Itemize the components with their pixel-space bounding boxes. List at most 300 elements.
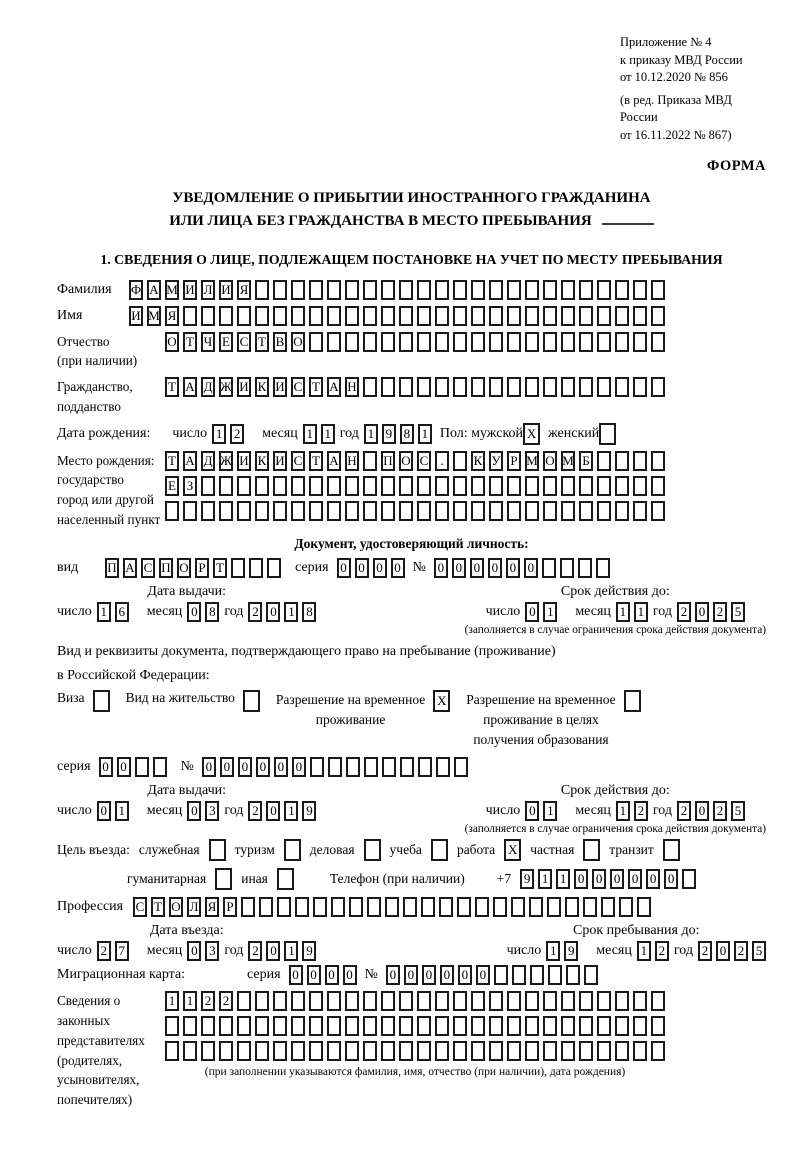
char-cell[interactable] — [364, 839, 381, 861]
char-cell-filled[interactable]: 5 — [731, 801, 745, 821]
char-cell[interactable] — [255, 501, 269, 521]
char-cell[interactable] — [543, 1016, 557, 1036]
char-cell[interactable] — [507, 306, 521, 326]
purpose-official-checkbox[interactable] — [209, 839, 226, 861]
char-cell-filled[interactable]: 2 — [201, 991, 215, 1011]
char-cell[interactable] — [295, 897, 309, 917]
char-cell[interactable] — [363, 476, 377, 496]
char-cell[interactable] — [327, 332, 341, 352]
char-cell[interactable] — [579, 306, 593, 326]
char-cell-filled[interactable]: К — [255, 451, 269, 471]
char-cell[interactable] — [417, 332, 431, 352]
char-cell[interactable] — [579, 377, 593, 397]
residence-issue-day-cells[interactable] — [97, 801, 129, 821]
char-cell[interactable] — [201, 306, 215, 326]
char-cell-filled[interactable]: 1 — [321, 424, 335, 444]
char-cell[interactable] — [525, 280, 539, 300]
char-cell[interactable] — [597, 451, 611, 471]
char-cell[interactable] — [219, 1016, 233, 1036]
char-cell-filled[interactable]: Т — [151, 897, 165, 917]
char-cell[interactable] — [417, 501, 431, 521]
char-cell[interactable] — [291, 501, 305, 521]
char-cell-filled[interactable]: 0 — [202, 757, 216, 777]
purpose-business-checkbox[interactable] — [364, 839, 381, 861]
char-cell-filled[interactable]: М — [165, 280, 179, 300]
char-cell-filled[interactable]: 0 — [220, 757, 234, 777]
char-cell[interactable] — [507, 501, 521, 521]
char-cell-filled[interactable]: 0 — [307, 965, 321, 985]
char-cell[interactable] — [525, 476, 539, 496]
char-cell[interactable] — [579, 280, 593, 300]
char-cell[interactable] — [345, 1016, 359, 1036]
char-cell[interactable] — [309, 1016, 323, 1036]
char-cell[interactable] — [291, 1041, 305, 1061]
char-cell-filled[interactable]: О — [165, 332, 179, 352]
char-cell-filled[interactable]: И — [219, 280, 233, 300]
char-cell[interactable] — [381, 280, 395, 300]
char-cell[interactable] — [309, 501, 323, 521]
char-cell-filled[interactable]: С — [291, 377, 305, 397]
char-cell-filled[interactable]: Б — [579, 451, 593, 471]
char-cell[interactable] — [399, 280, 413, 300]
purpose-study-checkbox[interactable] — [431, 839, 448, 861]
char-cell[interactable] — [165, 501, 179, 521]
char-cell[interactable] — [615, 1016, 629, 1036]
char-cell[interactable] — [93, 690, 110, 712]
char-cell[interactable] — [219, 476, 233, 496]
char-cell[interactable] — [525, 1041, 539, 1061]
char-cell-filled[interactable]: Я — [237, 280, 251, 300]
char-cell[interactable] — [399, 377, 413, 397]
char-cell[interactable] — [399, 476, 413, 496]
char-cell-filled[interactable]: 0 — [646, 869, 660, 889]
char-cell[interactable] — [489, 501, 503, 521]
char-cell[interactable] — [512, 965, 526, 985]
char-cell-filled[interactable]: К — [471, 451, 485, 471]
char-cell[interactable] — [363, 1041, 377, 1061]
char-cell[interactable] — [313, 897, 327, 917]
char-cell[interactable] — [561, 991, 575, 1011]
char-cell-filled[interactable]: 1 — [97, 602, 111, 622]
char-cell[interactable] — [583, 897, 597, 917]
char-cell-filled[interactable]: 1 — [284, 801, 298, 821]
char-cell-filled[interactable]: Р — [195, 558, 209, 578]
char-cell[interactable] — [489, 991, 503, 1011]
char-cell[interactable] — [309, 1041, 323, 1061]
temp-residence-edu-checkbox[interactable] — [624, 690, 641, 712]
char-cell[interactable] — [363, 377, 377, 397]
char-cell[interactable] — [637, 897, 651, 917]
char-cell[interactable] — [345, 1041, 359, 1061]
residence-issue-year-cells[interactable] — [248, 801, 316, 821]
char-cell[interactable] — [255, 991, 269, 1011]
char-cell[interactable] — [543, 991, 557, 1011]
char-cell-filled[interactable]: 0 — [187, 801, 201, 821]
entry-year-cells[interactable] — [248, 941, 316, 961]
identity-number-cells[interactable] — [434, 558, 610, 578]
char-cell-filled[interactable]: 1 — [637, 941, 651, 961]
char-cell[interactable] — [345, 306, 359, 326]
phone-cells[interactable] — [520, 869, 696, 889]
char-cell[interactable] — [381, 306, 395, 326]
profession-cells[interactable] — [133, 897, 651, 917]
char-cell[interactable] — [453, 1016, 467, 1036]
char-cell[interactable] — [542, 558, 556, 578]
char-cell[interactable] — [364, 757, 378, 777]
temp-residence-checkbox[interactable] — [433, 690, 450, 712]
char-cell[interactable] — [417, 377, 431, 397]
char-cell-filled[interactable]: 0 — [434, 558, 448, 578]
char-cell-filled[interactable]: 9 — [302, 941, 316, 961]
char-cell[interactable] — [201, 1016, 215, 1036]
char-cell[interactable] — [363, 451, 377, 471]
char-cell[interactable] — [471, 280, 485, 300]
char-cell-filled[interactable]: 2 — [734, 941, 748, 961]
char-cell[interactable] — [453, 1041, 467, 1061]
char-cell[interactable] — [327, 476, 341, 496]
char-cell-filled[interactable]: 0 — [266, 602, 280, 622]
char-cell[interactable] — [255, 1041, 269, 1061]
char-cell-filled[interactable]: А — [183, 377, 197, 397]
char-cell[interactable] — [436, 757, 450, 777]
char-cell-filled[interactable]: 3 — [205, 801, 219, 821]
char-cell[interactable] — [237, 991, 251, 1011]
char-cell[interactable] — [219, 1041, 233, 1061]
char-cell-filled[interactable]: 1 — [616, 801, 630, 821]
char-cell[interactable] — [615, 991, 629, 1011]
char-cell-filled[interactable]: 2 — [634, 801, 648, 821]
char-cell-filled[interactable]: 2 — [713, 801, 727, 821]
char-cell-filled[interactable]: 1 — [634, 602, 648, 622]
char-cell-filled[interactable]: 2 — [248, 602, 262, 622]
char-cell-filled[interactable]: П — [381, 451, 395, 471]
char-cell-filled[interactable]: 0 — [525, 801, 539, 821]
char-cell[interactable] — [453, 991, 467, 1011]
char-cell[interactable] — [249, 558, 263, 578]
char-cell-filled[interactable]: 0 — [391, 558, 405, 578]
char-cell[interactable] — [385, 897, 399, 917]
char-cell[interactable] — [489, 476, 503, 496]
char-cell[interactable] — [237, 476, 251, 496]
char-cell-filled[interactable]: И — [237, 377, 251, 397]
char-cell[interactable] — [381, 377, 395, 397]
char-cell-filled[interactable]: 0 — [266, 941, 280, 961]
char-cell[interactable] — [399, 1041, 413, 1061]
identity-issue-month-cells[interactable] — [187, 602, 219, 622]
char-cell[interactable] — [511, 897, 525, 917]
char-cell-filled[interactable]: И — [273, 451, 287, 471]
char-cell[interactable] — [633, 377, 647, 397]
char-cell[interactable] — [633, 476, 647, 496]
char-cell-filled[interactable]: Ф — [129, 280, 143, 300]
char-cell[interactable] — [435, 476, 449, 496]
char-cell[interactable] — [327, 991, 341, 1011]
char-cell[interactable] — [309, 476, 323, 496]
char-cell[interactable] — [633, 991, 647, 1011]
char-cell-filled[interactable]: 1 — [165, 991, 179, 1011]
char-cell[interactable] — [363, 280, 377, 300]
char-cell[interactable] — [633, 1041, 647, 1061]
char-cell[interactable] — [597, 332, 611, 352]
char-cell[interactable] — [417, 306, 431, 326]
char-cell[interactable] — [417, 1016, 431, 1036]
residence-number-cells[interactable] — [202, 757, 468, 777]
char-cell[interactable] — [543, 476, 557, 496]
char-cell[interactable] — [493, 897, 507, 917]
residence-permit-checkbox[interactable] — [243, 690, 260, 712]
char-cell[interactable] — [565, 897, 579, 917]
char-cell[interactable] — [525, 306, 539, 326]
char-cell[interactable] — [471, 991, 485, 1011]
char-cell[interactable] — [489, 1041, 503, 1061]
char-cell[interactable] — [277, 868, 294, 890]
stay-month-cells[interactable] — [637, 941, 669, 961]
char-cell[interactable] — [561, 377, 575, 397]
char-cell[interactable] — [309, 306, 323, 326]
char-cell-filled[interactable]: К — [255, 377, 269, 397]
char-cell-filled[interactable]: М — [147, 306, 161, 326]
stay-day-cells[interactable] — [546, 941, 578, 961]
char-cell[interactable] — [530, 965, 544, 985]
char-cell[interactable] — [183, 1041, 197, 1061]
char-cell[interactable] — [507, 476, 521, 496]
char-cell[interactable] — [597, 1016, 611, 1036]
char-cell[interactable] — [367, 897, 381, 917]
char-cell-filled[interactable]: 1 — [212, 424, 226, 444]
char-cell[interactable] — [431, 839, 448, 861]
char-cell-filled[interactable]: С — [141, 558, 155, 578]
char-cell[interactable] — [507, 991, 521, 1011]
char-cell[interactable] — [417, 476, 431, 496]
char-cell-filled[interactable]: О — [291, 332, 305, 352]
purpose-transit-checkbox[interactable] — [663, 839, 680, 861]
char-cell-filled[interactable]: 2 — [655, 941, 669, 961]
char-cell[interactable] — [651, 991, 665, 1011]
char-cell[interactable] — [471, 1041, 485, 1061]
char-cell[interactable] — [494, 965, 508, 985]
char-cell-filled[interactable]: У — [489, 451, 503, 471]
char-cell[interactable] — [543, 332, 557, 352]
char-cell[interactable] — [201, 501, 215, 521]
char-cell-filled[interactable]: 0 — [574, 869, 588, 889]
char-cell[interactable] — [597, 377, 611, 397]
char-cell[interactable] — [273, 306, 287, 326]
char-cell-filled[interactable]: С — [417, 451, 431, 471]
residence-valid-year-cells[interactable] — [677, 801, 745, 821]
char-cell[interactable] — [327, 1041, 341, 1061]
char-cell[interactable] — [183, 1016, 197, 1036]
char-cell-filled[interactable]: Ч — [201, 332, 215, 352]
char-cell-filled[interactable]: Т — [183, 332, 197, 352]
char-cell[interactable] — [435, 377, 449, 397]
char-cell-filled[interactable]: И — [237, 451, 251, 471]
char-cell-filled[interactable]: М — [561, 451, 575, 471]
char-cell[interactable] — [349, 897, 363, 917]
gender-male-checkbox[interactable] — [523, 423, 540, 445]
char-cell-filled[interactable]: 5 — [731, 602, 745, 622]
char-cell[interactable] — [345, 501, 359, 521]
char-cell[interactable] — [381, 332, 395, 352]
char-cell[interactable] — [363, 332, 377, 352]
char-cell[interactable] — [237, 1041, 251, 1061]
char-cell[interactable] — [381, 476, 395, 496]
char-cell-filled[interactable]: 0 — [289, 965, 303, 985]
char-cell[interactable] — [560, 558, 574, 578]
char-cell[interactable] — [363, 306, 377, 326]
char-cell[interactable] — [507, 1016, 521, 1036]
char-cell[interactable] — [615, 1041, 629, 1061]
char-cell[interactable] — [403, 897, 417, 917]
char-cell[interactable] — [489, 306, 503, 326]
char-cell[interactable] — [525, 501, 539, 521]
char-cell[interactable] — [165, 1041, 179, 1061]
char-cell-filled[interactable]: 7 — [115, 941, 129, 961]
char-cell[interactable] — [471, 377, 485, 397]
char-cell-filled[interactable]: 0 — [440, 965, 454, 985]
char-cell[interactable] — [651, 280, 665, 300]
char-cell[interactable] — [566, 965, 580, 985]
char-cell-filled[interactable]: 1 — [556, 869, 570, 889]
char-cell[interactable] — [291, 991, 305, 1011]
char-cell[interactable] — [615, 377, 629, 397]
char-cell[interactable] — [471, 476, 485, 496]
char-cell[interactable] — [255, 476, 269, 496]
char-cell-filled[interactable]: X — [433, 690, 450, 712]
char-cell-filled[interactable]: О — [399, 451, 413, 471]
char-cell-filled[interactable]: М — [525, 451, 539, 471]
char-cell-filled[interactable]: О — [169, 897, 183, 917]
char-cell[interactable] — [561, 280, 575, 300]
char-cell-filled[interactable]: З — [183, 476, 197, 496]
char-cell[interactable] — [381, 1041, 395, 1061]
char-cell[interactable] — [489, 332, 503, 352]
char-cell-filled[interactable]: 9 — [520, 869, 534, 889]
char-cell-filled[interactable]: Т — [165, 451, 179, 471]
char-cell[interactable] — [309, 332, 323, 352]
char-cell-filled[interactable]: 2 — [230, 424, 244, 444]
char-cell[interactable] — [201, 1041, 215, 1061]
char-cell-filled[interactable]: 1 — [616, 602, 630, 622]
char-cell[interactable] — [215, 868, 232, 890]
char-cell-filled[interactable]: А — [147, 280, 161, 300]
char-cell-filled[interactable]: 2 — [248, 941, 262, 961]
char-cell[interactable] — [583, 839, 600, 861]
char-cell[interactable] — [507, 1041, 521, 1061]
char-cell-filled[interactable]: С — [133, 897, 147, 917]
char-cell[interactable] — [309, 991, 323, 1011]
char-cell[interactable] — [291, 476, 305, 496]
char-cell[interactable] — [584, 965, 598, 985]
char-cell[interactable] — [273, 1041, 287, 1061]
char-cell-filled[interactable]: О — [543, 451, 557, 471]
char-cell-filled[interactable]: 8 — [205, 602, 219, 622]
char-cell[interactable] — [599, 423, 616, 445]
char-cell-filled[interactable]: 2 — [698, 941, 712, 961]
char-cell[interactable] — [382, 757, 396, 777]
char-cell[interactable] — [489, 280, 503, 300]
char-cell[interactable] — [663, 839, 680, 861]
char-cell-filled[interactable]: . — [435, 451, 449, 471]
char-cell-filled[interactable]: 0 — [452, 558, 466, 578]
identity-issue-day-cells[interactable] — [97, 602, 129, 622]
char-cell[interactable] — [561, 306, 575, 326]
char-cell-filled[interactable]: X — [523, 423, 540, 445]
char-cell[interactable] — [475, 897, 489, 917]
char-cell[interactable] — [291, 280, 305, 300]
char-cell[interactable] — [231, 558, 245, 578]
char-cell-filled[interactable]: И — [129, 306, 143, 326]
char-cell-filled[interactable]: 2 — [677, 801, 691, 821]
char-cell-filled[interactable]: Р — [507, 451, 521, 471]
char-cell[interactable] — [633, 306, 647, 326]
citizenship-cells[interactable] — [165, 377, 665, 397]
char-cell[interactable] — [471, 306, 485, 326]
char-cell[interactable] — [453, 501, 467, 521]
char-cell-filled[interactable]: Т — [213, 558, 227, 578]
char-cell[interactable] — [345, 991, 359, 1011]
char-cell-filled[interactable]: 1 — [418, 424, 432, 444]
char-cell[interactable] — [601, 897, 615, 917]
entry-month-cells[interactable] — [187, 941, 219, 961]
char-cell[interactable] — [543, 280, 557, 300]
char-cell-filled[interactable]: 3 — [205, 941, 219, 961]
char-cell[interactable] — [435, 332, 449, 352]
char-cell-filled[interactable]: 0 — [187, 602, 201, 622]
char-cell-filled[interactable]: 0 — [266, 801, 280, 821]
char-cell[interactable] — [381, 501, 395, 521]
char-cell-filled[interactable]: А — [183, 451, 197, 471]
char-cell[interactable] — [453, 377, 467, 397]
char-cell[interactable] — [241, 897, 255, 917]
char-cell-filled[interactable]: 6 — [115, 602, 129, 622]
char-cell-filled[interactable]: 1 — [284, 602, 298, 622]
char-cell-filled[interactable]: 0 — [404, 965, 418, 985]
identity-valid-day-cells[interactable] — [525, 602, 557, 622]
char-cell-filled[interactable]: 1 — [183, 991, 197, 1011]
char-cell[interactable] — [400, 757, 414, 777]
representatives-cells-row3[interactable] — [165, 1041, 665, 1061]
char-cell-filled[interactable]: 2 — [97, 941, 111, 961]
char-cell[interactable] — [525, 991, 539, 1011]
char-cell[interactable] — [651, 332, 665, 352]
birth-place-cells-row2[interactable] — [165, 476, 665, 496]
char-cell[interactable] — [651, 1041, 665, 1061]
char-cell-filled[interactable]: 1 — [364, 424, 378, 444]
char-cell[interactable] — [525, 1016, 539, 1036]
char-cell-filled[interactable]: Т — [165, 377, 179, 397]
char-cell[interactable] — [548, 965, 562, 985]
char-cell[interactable] — [529, 897, 543, 917]
char-cell[interactable] — [237, 1016, 251, 1036]
purpose-tourism-checkbox[interactable] — [284, 839, 301, 861]
char-cell[interactable] — [507, 377, 521, 397]
char-cell[interactable] — [399, 306, 413, 326]
char-cell[interactable] — [547, 897, 561, 917]
char-cell[interactable] — [399, 501, 413, 521]
char-cell[interactable] — [525, 332, 539, 352]
char-cell[interactable] — [615, 501, 629, 521]
char-cell[interactable] — [457, 897, 471, 917]
char-cell[interactable] — [597, 991, 611, 1011]
char-cell[interactable] — [273, 1016, 287, 1036]
char-cell[interactable] — [310, 757, 324, 777]
char-cell-filled[interactable]: 0 — [292, 757, 306, 777]
char-cell[interactable] — [237, 306, 251, 326]
char-cell[interactable] — [363, 1016, 377, 1036]
char-cell-filled[interactable]: 0 — [274, 757, 288, 777]
char-cell[interactable] — [651, 377, 665, 397]
char-cell[interactable] — [615, 476, 629, 496]
